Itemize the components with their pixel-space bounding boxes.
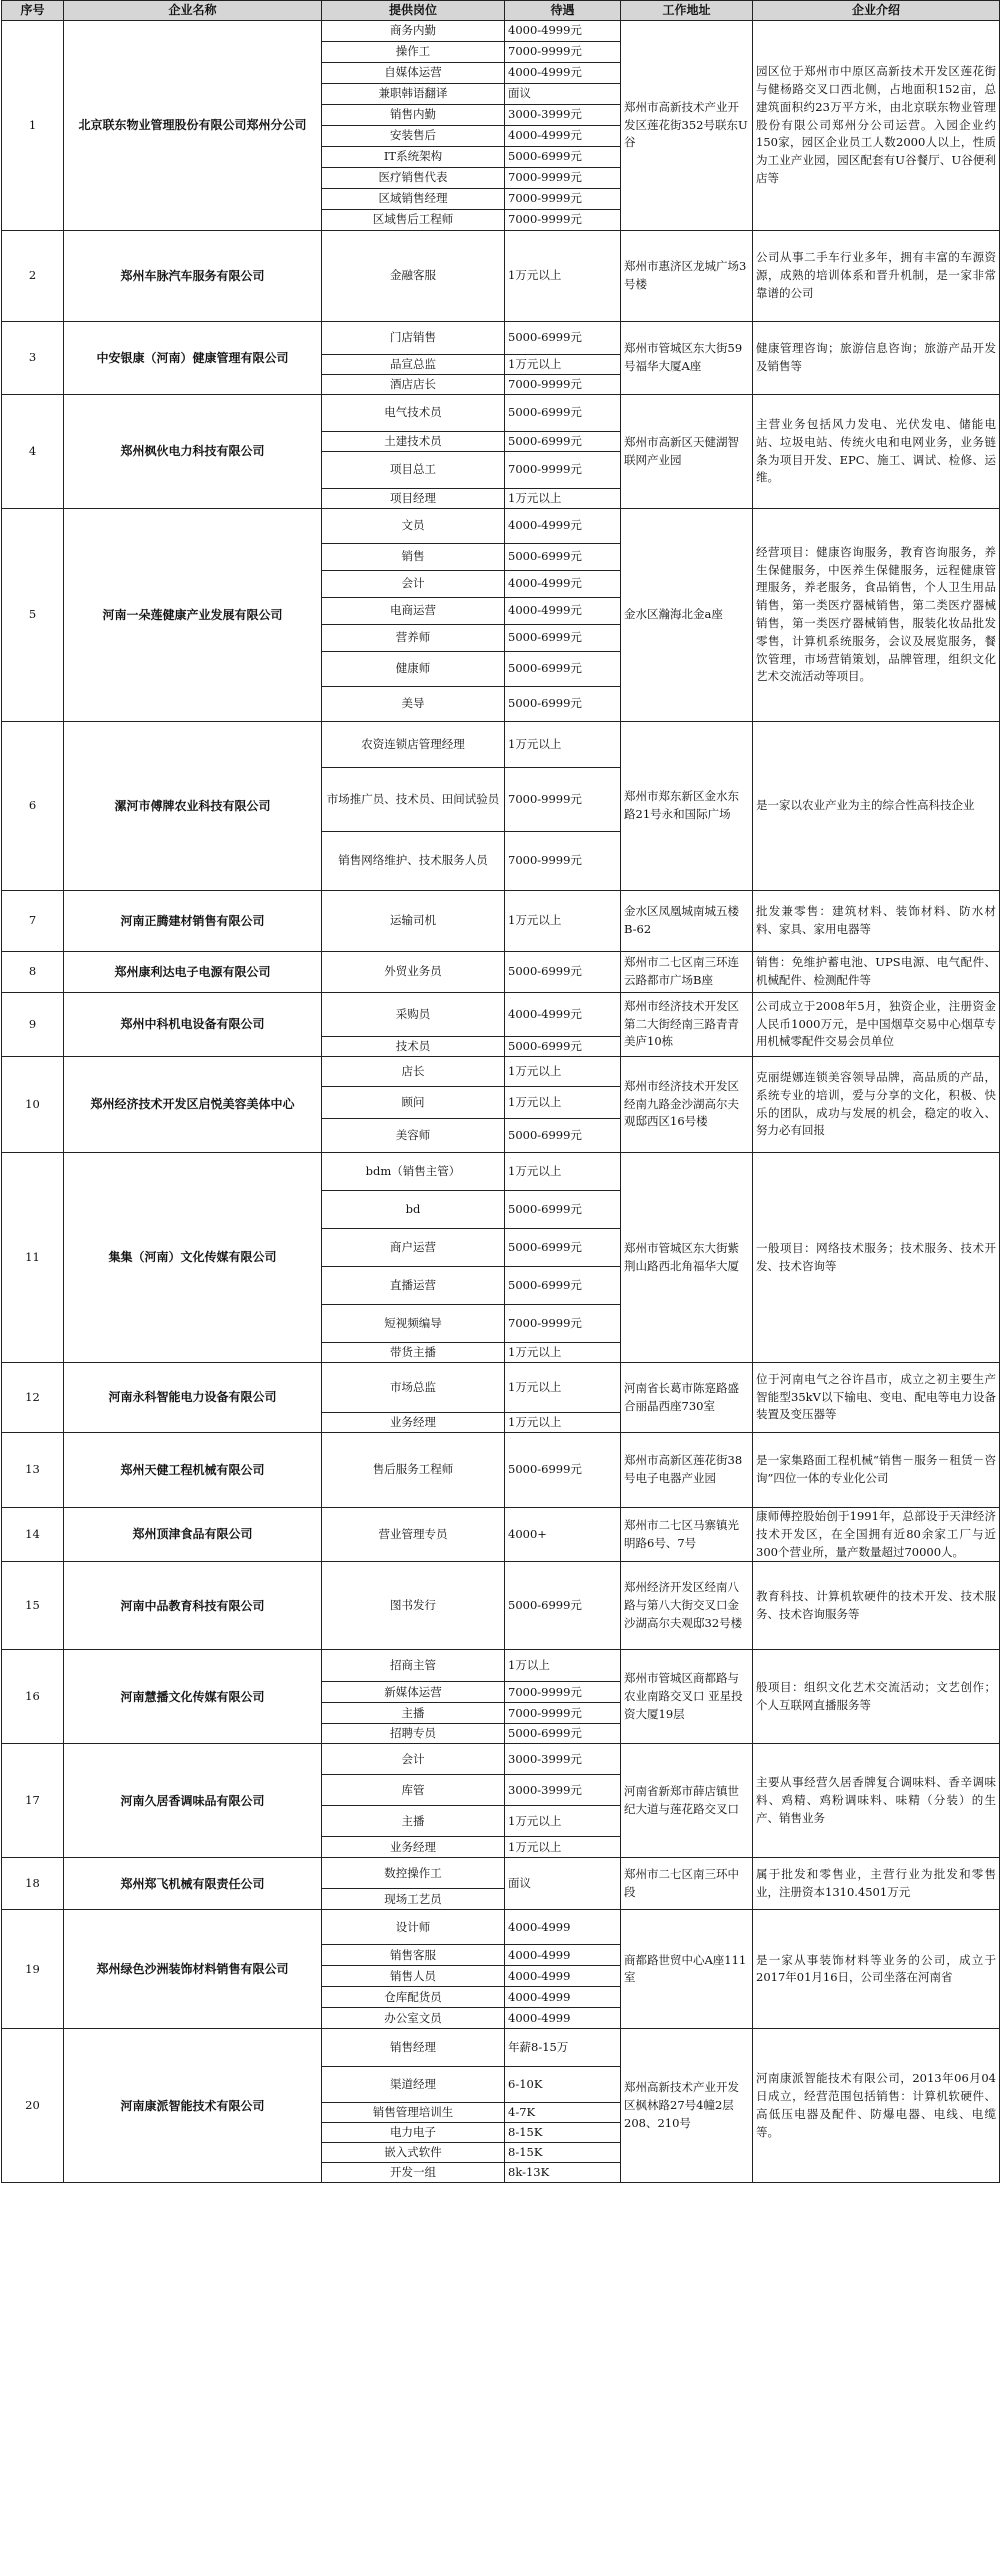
work-address: 郑州市经济技术开发区第二大街经南三路青青美庐10栋 (621, 993, 753, 1057)
salary: 3000-3999元 (505, 1744, 621, 1775)
salary: 3000-3999元 (505, 1775, 621, 1806)
position: 兼职韩语翻译 (322, 84, 505, 105)
salary: 4000-4999 (505, 1910, 621, 1945)
position: 操作工 (322, 42, 505, 63)
position: 短视频编导 (322, 1305, 505, 1343)
salary: 5000-6999元 (505, 544, 621, 571)
row-seq: 6 (2, 722, 64, 891)
work-address: 郑州市二七区南三环中段 (621, 1858, 753, 1910)
header-address: 工作地址 (621, 1, 753, 21)
salary: 5000-6999元 (505, 687, 621, 722)
company-intro: 经营项目：健康咨询服务，教育咨询服务，养生保健服务，中医养生保健服务，远程健康管理服务，养老服务，食品销售，个人卫生用品销售，第一类医疗器械销售，第二类医疗器械销售，第一类医疗器械销售，服装化妆品批发零售，计算机系统服务，会议及展览服务，餐饮管理，市场营销策划，品牌管理，组织文化艺术交流活动等项目。 (753, 509, 1000, 722)
position: 会计 (322, 571, 505, 598)
salary: 1万元以上 (505, 1837, 621, 1858)
row-seq: 2 (2, 231, 64, 322)
position: 文员 (322, 509, 505, 544)
position: 美容师 (322, 1119, 505, 1153)
work-address: 郑州市惠济区龙城广场3号楼 (621, 231, 753, 322)
row-seq: 9 (2, 993, 64, 1057)
company-block (2, 1858, 1000, 1910)
position: 办公室文员 (322, 2008, 505, 2029)
company-name: 集集（河南）文化传媒有限公司 (64, 1153, 322, 1363)
position: 图书发行 (322, 1562, 505, 1650)
position: 业务经理 (322, 1413, 505, 1433)
salary: 4000-4999元 (505, 509, 621, 544)
company-name: 河南正腾建材销售有限公司 (64, 891, 322, 952)
work-address: 郑州市管城区商都路与农业南路交叉口 亚星投资大厦19层 (621, 1650, 753, 1744)
salary: 8-15K (505, 2123, 621, 2143)
salary: 4000-4999 (505, 1945, 621, 1966)
position: 仓库配货员 (322, 1987, 505, 2008)
salary: 4000+ (505, 1508, 621, 1562)
salary: 5000-6999元 (505, 1119, 621, 1153)
position: 会计 (322, 1744, 505, 1775)
salary: 5000-6999元 (505, 952, 621, 993)
table-row (2, 509, 1000, 544)
position: 主播 (322, 1703, 505, 1724)
salary: 1万元以上 (505, 1087, 621, 1119)
salary: 7000-9999元 (505, 168, 621, 189)
position: 售后服务工程师 (322, 1433, 505, 1508)
position: 农资连锁店管理经理 (322, 722, 505, 768)
row-seq: 7 (2, 891, 64, 952)
work-address: 金水区瀚海北金a座 (621, 509, 753, 722)
table-row (2, 1363, 1000, 1413)
row-seq: 20 (2, 2029, 64, 2183)
table-row (2, 322, 1000, 355)
table-row (2, 993, 1000, 1037)
table-row (2, 1910, 1000, 1945)
salary: 7000-9999元 (505, 768, 621, 832)
salary: 8k-13K (505, 2163, 621, 2183)
table-row (2, 1153, 1000, 1191)
work-address: 郑州市高新区莲花街38号电子电器产业园 (621, 1433, 753, 1508)
salary: 7000-9999元 (505, 1703, 621, 1724)
position: 渠道经理 (322, 2067, 505, 2103)
salary: 面议 (505, 1858, 621, 1910)
company-name: 北京联东物业管理股份有限公司郑州分公司 (64, 21, 322, 231)
salary: 5000-6999元 (505, 432, 621, 452)
salary: 4000-4999 (505, 2008, 621, 2029)
salary: 年薪8-15万 (505, 2029, 621, 2067)
table-row (2, 231, 1000, 322)
header-company: 企业名称 (64, 1, 322, 21)
table-row (2, 1858, 1000, 1889)
row-seq: 13 (2, 1433, 64, 1508)
company-name: 河南一朵莲健康产业发展有限公司 (64, 509, 322, 722)
work-address: 河南省新郑市薛店镇世纪大道与莲花路交叉口 (621, 1744, 753, 1858)
table-row (2, 722, 1000, 768)
salary: 5000-6999元 (505, 147, 621, 168)
position: 项目经理 (322, 489, 505, 509)
position: 酒店店长 (322, 375, 505, 395)
company-intro: 一般项目：网络技术服务；技术服务、技术开发、技术咨询等 (753, 1153, 1000, 1363)
salary: 1万元以上 (505, 1153, 621, 1191)
salary: 1万元以上 (505, 1363, 621, 1413)
position: 运输司机 (322, 891, 505, 952)
company-intro: 是一家以农业产业为主的综合性高科技企业 (753, 722, 1000, 891)
salary: 4000-4999元 (505, 571, 621, 598)
salary: 7000-9999元 (505, 210, 621, 231)
salary: 7000-9999元 (505, 42, 621, 63)
company-name: 郑州康利达电子电源有限公司 (64, 952, 322, 993)
salary: 1万以上 (505, 1650, 621, 1682)
position: 店长 (322, 1057, 505, 1087)
position: 商务内勤 (322, 21, 505, 42)
company-block (2, 322, 1000, 395)
salary: 1万元以上 (505, 1057, 621, 1087)
company-intro: 克丽缇娜连锁美容领导品牌，高品质的产品，系统专业的培训，爱与分享的文化，积极、快乐的团队，成功与发展的机会，稳定的收入、努力必有回报 (753, 1057, 1000, 1153)
salary: 1万元以上 (505, 355, 621, 375)
company-block (2, 1744, 1000, 1858)
position: 设计师 (322, 1910, 505, 1945)
header-position: 提供岗位 (322, 1, 505, 21)
salary: 4000-4999元 (505, 21, 621, 42)
work-address: 郑州市郑东新区金水东路21号永和国际广场 (621, 722, 753, 891)
work-address: 郑州市经济技术开发区经南九路金沙湖高尔夫观邸西区16号楼 (621, 1057, 753, 1153)
company-block (2, 1363, 1000, 1433)
company-block (2, 1057, 1000, 1153)
company-block (2, 1562, 1000, 1650)
position: 电力电子 (322, 2123, 505, 2143)
position: 销售 (322, 544, 505, 571)
position: 嵌入式软件 (322, 2143, 505, 2163)
company-block (2, 1650, 1000, 1744)
company-intro: 公司从事二手车行业多年，拥有丰富的车源资源，成熟的培训体系和晋升机制，是一家非常靠谱的公司 (753, 231, 1000, 322)
company-intro: 康师傅控股始创于1991年，总部设于天津经济技术开发区，在全国拥有近80余家工厂与近300个营业所，量产数量超过70000人。 (753, 1508, 1000, 1562)
salary: 7000-9999元 (505, 1682, 621, 1703)
company-block (2, 1910, 1000, 2029)
company-intro: 教育科技、计算机软硬件的技术开发、技术服务、技术咨询服务等 (753, 1562, 1000, 1650)
position: 销售管理培训生 (322, 2103, 505, 2123)
company-name: 河南永科智能电力设备有限公司 (64, 1363, 322, 1433)
salary: 1万元以上 (505, 231, 621, 322)
company-block (2, 2029, 1000, 2183)
position: 数控操作工 (322, 1858, 505, 1889)
row-seq: 15 (2, 1562, 64, 1650)
salary: 1万元以上 (505, 722, 621, 768)
position: 安装售后 (322, 126, 505, 147)
work-address: 郑州市二七区马寨镇光明路6号、7号 (621, 1508, 753, 1562)
work-address: 郑州高新技术产业开发区枫林路27号4幢2层208、210号 (621, 2029, 753, 2183)
salary: 4000-4999元 (505, 598, 621, 625)
position: 市场总监 (322, 1363, 505, 1413)
company-block (2, 952, 1000, 993)
salary: 面议 (505, 84, 621, 105)
position: bd (322, 1191, 505, 1229)
salary: 7000-9999元 (505, 189, 621, 210)
position: 带货主播 (322, 1343, 505, 1363)
table-row (2, 952, 1000, 993)
company-intro: 公司成立于2008年5月，独资企业，注册资金人民币1000万元，是中国烟草交易中心烟草专用机械零配件交易会员单位 (753, 993, 1000, 1057)
company-name: 河南康派智能技术有限公司 (64, 2029, 322, 2183)
position: 业务经理 (322, 1837, 505, 1858)
position: 销售内勤 (322, 105, 505, 126)
position: 顾问 (322, 1087, 505, 1119)
company-name: 河南中品教育科技有限公司 (64, 1562, 322, 1650)
position: 营业管理专员 (322, 1508, 505, 1562)
company-name: 郑州绿色沙洲装饰材料销售有限公司 (64, 1910, 322, 2029)
position: 招商主管 (322, 1650, 505, 1682)
company-block (2, 1508, 1000, 1562)
position: 采购员 (322, 993, 505, 1037)
salary: 1万元以上 (505, 1806, 621, 1837)
position: 新媒体运营 (322, 1682, 505, 1703)
position: 健康师 (322, 652, 505, 687)
company-block (2, 1153, 1000, 1363)
company-block (2, 231, 1000, 322)
table-row (2, 1508, 1000, 1562)
row-seq: 14 (2, 1508, 64, 1562)
position: 项目总工 (322, 452, 505, 489)
table-row (2, 891, 1000, 952)
table-row (2, 2029, 1000, 2067)
salary: 5000-6999元 (505, 652, 621, 687)
company-intro: 园区位于郑州市中原区高新技术开发区莲花街与健杨路交叉口西北侧，占地面积152亩，总建筑面积约23万平方米，由北京联东物业管理股份有限公司郑州分公司运营。入园企业约150家，园区企业员工人数2000人以上，性质为工业产业园，园区配套有U谷餐厅、U谷便利店等 (753, 21, 1000, 231)
table-row (2, 21, 1000, 42)
company-block (2, 1433, 1000, 1508)
work-address: 郑州市高新区天健湖智联网产业园 (621, 395, 753, 509)
position: 电商运营 (322, 598, 505, 625)
position: 金融客服 (322, 231, 505, 322)
company-name: 郑州经济技术开发区启悦美容美体中心 (64, 1057, 322, 1153)
position: 医疗销售代表 (322, 168, 505, 189)
table-row (2, 1562, 1000, 1650)
header-seq: 序号 (2, 1, 64, 21)
company-block (2, 891, 1000, 952)
row-seq: 18 (2, 1858, 64, 1910)
salary: 7000-9999元 (505, 452, 621, 489)
position: bdm（销售主管） (322, 1153, 505, 1191)
work-address: 河南省长葛市陈寔路盛合丽晶西座730室 (621, 1363, 753, 1433)
company-block (2, 722, 1000, 891)
salary: 4000-4999元 (505, 126, 621, 147)
position: 品宣总监 (322, 355, 505, 375)
salary: 1万元以上 (505, 1343, 621, 1363)
position: IT系统架构 (322, 147, 505, 168)
table-row (2, 395, 1000, 432)
company-intro: 般项目：组织文化艺术交流活动；文艺创作；个人互联网直播服务等 (753, 1650, 1000, 1744)
salary: 6-10K (505, 2067, 621, 2103)
row-seq: 5 (2, 509, 64, 722)
company-intro: 健康管理咨询；旅游信息咨询；旅游产品开发及销售等 (753, 322, 1000, 395)
company-name: 中安银康（河南）健康管理有限公司 (64, 322, 322, 395)
salary: 1万元以上 (505, 489, 621, 509)
position: 技术员 (322, 1037, 505, 1057)
company-intro: 主要从事经营久居香牌复合调味料、香辛调味料、鸡精、鸡粉调味料、味精（分装）的生产、销售业务 (753, 1744, 1000, 1858)
company-intro: 销售：免维护蓄电池、UPS电源、电气配件、机械配件、检测配件等 (753, 952, 1000, 993)
position: 美导 (322, 687, 505, 722)
header-salary: 待遇 (505, 1, 621, 21)
salary: 7000-9999元 (505, 832, 621, 891)
company-intro: 主营业务包括风力发电、光伏发电、储能电站、垃圾电站、传统火电和电网业务，业务链条为项目开发、EPC、施工、调试、检修、运维。 (753, 395, 1000, 509)
salary: 3000-3999元 (505, 105, 621, 126)
company-intro: 批发兼零售：建筑材料、装饰材料、防水材料、家具、家用电器等 (753, 891, 1000, 952)
salary: 7000-9999元 (505, 375, 621, 395)
salary: 5000-6999元 (505, 1433, 621, 1508)
salary: 5000-6999元 (505, 1037, 621, 1057)
work-address: 郑州市高新技术产业开发区莲花街352号联东U谷 (621, 21, 753, 231)
salary: 4000-4999元 (505, 993, 621, 1037)
table-row (2, 1650, 1000, 1682)
company-name: 漯河市傅牌农业科技有限公司 (64, 722, 322, 891)
company-intro: 是一家集路面工程机械“销售－服务－租赁－咨询”四位一体的专业化公司 (753, 1433, 1000, 1508)
row-seq: 19 (2, 1910, 64, 2029)
salary: 4000-4999 (505, 1987, 621, 2008)
position: 外贸业务员 (322, 952, 505, 993)
salary: 5000-6999元 (505, 395, 621, 432)
position: 销售客服 (322, 1945, 505, 1966)
salary: 7000-9999元 (505, 1305, 621, 1343)
table-header (2, 1, 1000, 21)
row-seq: 17 (2, 1744, 64, 1858)
row-seq: 3 (2, 322, 64, 395)
salary: 5000-6999元 (505, 322, 621, 355)
salary: 1万元以上 (505, 1413, 621, 1433)
work-address: 商都路世贸中心A座111室 (621, 1910, 753, 2029)
position: 招聘专员 (322, 1724, 505, 1744)
company-name: 郑州中科机电设备有限公司 (64, 993, 322, 1057)
company-name: 郑州郑飞机械有限责任公司 (64, 1858, 322, 1910)
company-name: 郑州枫伙电力科技有限公司 (64, 395, 322, 509)
company-block (2, 395, 1000, 509)
table-row (2, 1433, 1000, 1508)
position: 开发一组 (322, 2163, 505, 2183)
work-address: 郑州经济开发区经南八路与第八大街交叉口金沙湖高尔夫观邸32号楼 (621, 1562, 753, 1650)
position: 销售网络维护、技术服务人员 (322, 832, 505, 891)
position: 直播运营 (322, 1267, 505, 1305)
position: 门店销售 (322, 322, 505, 355)
company-name: 郑州天健工程机械有限公司 (64, 1433, 322, 1508)
company-name: 河南慧播文化传媒有限公司 (64, 1650, 322, 1744)
row-seq: 4 (2, 395, 64, 509)
row-seq: 12 (2, 1363, 64, 1433)
position: 自媒体运营 (322, 63, 505, 84)
table-row (2, 1057, 1000, 1087)
work-address: 郑州市二七区南三环连云路都市广场B座 (621, 952, 753, 993)
position: 销售人员 (322, 1966, 505, 1987)
header-intro: 企业介绍 (753, 1, 1000, 21)
position: 土建技术员 (322, 432, 505, 452)
work-address: 金水区凤凰城南城五楼B-62 (621, 891, 753, 952)
position: 市场推广员、技术员、田间试验员 (322, 768, 505, 832)
position: 主播 (322, 1806, 505, 1837)
company-name: 郑州顶津食品有限公司 (64, 1508, 322, 1562)
salary: 1万元以上 (505, 891, 621, 952)
company-name: 河南久居香调味品有限公司 (64, 1744, 322, 1858)
salary: 4000-4999元 (505, 63, 621, 84)
company-name: 郑州车脉汽车服务有限公司 (64, 231, 322, 322)
salary: 5000-6999元 (505, 1191, 621, 1229)
company-intro: 属于批发和零售业，主营行业为批发和零售业，注册资本1310.4501万元 (753, 1858, 1000, 1910)
position: 销售经理 (322, 2029, 505, 2067)
row-seq: 11 (2, 1153, 64, 1363)
work-address: 郑州市管城区东大街59号福华大厦A座 (621, 322, 753, 395)
salary: 4-7K (505, 2103, 621, 2123)
salary: 4000-4999 (505, 1966, 621, 1987)
company-block (2, 509, 1000, 722)
row-seq: 1 (2, 21, 64, 231)
row-seq: 8 (2, 952, 64, 993)
company-intro: 是一家从事装饰材料等业务的公司，成立于2017年01月16日，公司坐落在河南省 (753, 1910, 1000, 2029)
position: 现场工艺员 (322, 1889, 505, 1910)
work-address: 郑州市管城区东大街紫荆山路西北角福华大厦 (621, 1153, 753, 1363)
table-row (2, 1744, 1000, 1775)
row-seq: 10 (2, 1057, 64, 1153)
salary: 5000-6999元 (505, 1562, 621, 1650)
salary: 5000-6999元 (505, 1229, 621, 1267)
company-intro: 位于河南电气之谷许昌市，成立之初主要生产智能型35kV以下输电、变电、配电等电力设备装置及变压器等 (753, 1363, 1000, 1433)
company-block (2, 993, 1000, 1057)
company-block (2, 21, 1000, 231)
position: 区域售后工程师 (322, 210, 505, 231)
row-seq: 16 (2, 1650, 64, 1744)
position: 区域销售经理 (322, 189, 505, 210)
salary: 5000-6999元 (505, 1724, 621, 1744)
company-intro: 河南康派智能技术有限公司，2013年06月04日成立，经营范围包括销售：计算机软硬件、高低压电器及配件、防爆电器、电线、电缆等。 (753, 2029, 1000, 2183)
job-listing-table (1, 0, 1000, 2183)
salary: 8-15K (505, 2143, 621, 2163)
salary: 5000-6999元 (505, 1267, 621, 1305)
position: 电气技术员 (322, 395, 505, 432)
position: 库管 (322, 1775, 505, 1806)
position: 营养师 (322, 625, 505, 652)
position: 商户运营 (322, 1229, 505, 1267)
salary: 5000-6999元 (505, 625, 621, 652)
